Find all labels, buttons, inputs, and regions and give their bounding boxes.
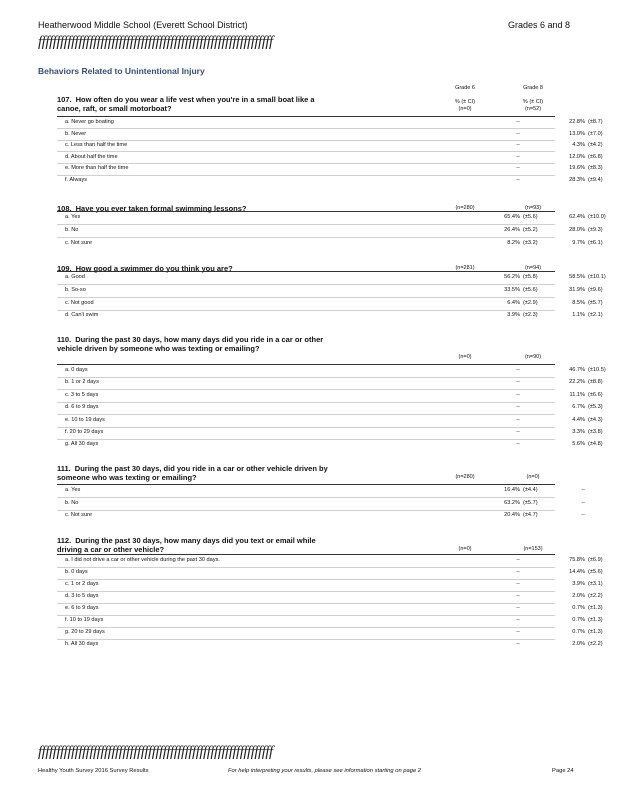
grade6-percent: -- bbox=[516, 367, 520, 373]
grade8-n: (n=153) bbox=[523, 546, 543, 552]
grade6-n: (n=280) bbox=[455, 205, 475, 211]
grade6-percent: -- bbox=[516, 581, 520, 587]
answer-row bbox=[57, 486, 585, 496]
grade6-n: (n=280) bbox=[455, 474, 475, 480]
grade8-ci: (±9.6) bbox=[588, 286, 603, 293]
grade8-ci: (±5.6) bbox=[588, 569, 603, 575]
grade8-n: (n=52) bbox=[524, 106, 542, 112]
answer-row bbox=[57, 403, 603, 413]
grade8-percent: 3.9% bbox=[572, 581, 585, 587]
grade8-percent: 2.0% bbox=[572, 593, 585, 599]
grade6-percent: -- bbox=[516, 629, 520, 635]
answer-row bbox=[57, 153, 603, 163]
question-text bbox=[57, 335, 337, 353]
grade8-percent: -- bbox=[581, 499, 585, 506]
answer-row bbox=[57, 640, 603, 650]
grade8-ci: (±4.2) bbox=[588, 142, 603, 149]
answer-row bbox=[57, 499, 585, 509]
grade8-percent: 4.4% bbox=[572, 416, 585, 423]
grade8-ci: (±3.1) bbox=[588, 581, 603, 587]
question-rule bbox=[57, 364, 555, 365]
question-text bbox=[57, 464, 337, 482]
grade6-percent: 26.4% bbox=[504, 226, 520, 233]
answer-row bbox=[57, 440, 603, 450]
answer-label: f. 10 to 19 days bbox=[65, 617, 104, 623]
grade6-percent: -- bbox=[516, 441, 520, 448]
answer-row bbox=[57, 311, 603, 321]
grade8-ci: (±10.0) bbox=[588, 214, 606, 220]
answer-label: a. Never go boating bbox=[65, 119, 114, 125]
grade6-n: (n=281) bbox=[455, 265, 475, 271]
grade8-ci: (±1.3) bbox=[588, 629, 603, 635]
grade6-n: (n=0) bbox=[458, 354, 472, 360]
question-label: How often do you wear a life vest when you're in a small boat like a canoe, raft, or small motorboat? bbox=[57, 95, 315, 113]
answer-label: e. More than half the time bbox=[65, 165, 129, 172]
footer-help: For help interpreting your results, please see information starting on page 2 bbox=[228, 768, 422, 774]
answer-row bbox=[57, 213, 606, 223]
answer-row bbox=[57, 391, 603, 401]
answer-row bbox=[57, 366, 606, 376]
grade8-percent: 31.9% bbox=[569, 286, 585, 293]
grade6-ci: (±5.7) bbox=[523, 499, 538, 506]
grade8-percent: 58.5% bbox=[569, 274, 585, 280]
grade8-percent: 5.6% bbox=[572, 441, 585, 448]
grade8-ci: (±2.2) bbox=[588, 641, 603, 647]
grade8-ci: (±7.0) bbox=[588, 130, 603, 137]
grade8-ci: (±10.1) bbox=[588, 274, 606, 280]
answer-label: f. Always bbox=[65, 177, 88, 183]
grade6-n: (n=0) bbox=[458, 106, 472, 112]
question-number: 111. bbox=[57, 464, 71, 473]
grade8-ci: (±4.3) bbox=[588, 416, 603, 423]
grade6-ci: (±2.3) bbox=[523, 312, 538, 319]
grade8-n: (n=94) bbox=[524, 265, 542, 271]
answer-row bbox=[57, 604, 603, 614]
grade6-percent: 63.2% bbox=[504, 499, 520, 506]
grade8-ci: (±6.8) bbox=[588, 153, 603, 160]
question-number: 107. bbox=[57, 95, 72, 104]
grade6-percent: -- bbox=[516, 177, 520, 183]
answer-row bbox=[57, 378, 603, 388]
grade6-percent: 33.5% bbox=[504, 286, 520, 293]
question-number: 108. bbox=[57, 204, 72, 213]
answer-label: d. About half the time bbox=[65, 153, 118, 160]
answer-row bbox=[57, 616, 603, 626]
grade8-ci: (±9.4) bbox=[588, 177, 603, 183]
answer-row bbox=[57, 164, 603, 174]
grade8-ci: (±2.1) bbox=[588, 312, 603, 319]
grade8-ci: (±8.8) bbox=[588, 379, 603, 386]
grade6-n: (n=0) bbox=[458, 546, 472, 552]
question-rule bbox=[57, 484, 555, 485]
grade8-percent: 14.4% bbox=[569, 569, 585, 575]
grade6-percent: -- bbox=[516, 130, 520, 137]
grade8-percent: 3.3% bbox=[572, 429, 585, 435]
grade6-ci: (±2.9) bbox=[523, 299, 538, 306]
grade6-percent: -- bbox=[516, 641, 520, 647]
answer-row bbox=[57, 511, 585, 521]
answer-row bbox=[57, 628, 603, 638]
grade8-percent: 62.4% bbox=[569, 214, 585, 220]
page-number: Page 24 bbox=[552, 768, 574, 774]
grade6-ci: (±5.8) bbox=[523, 274, 538, 280]
answer-row bbox=[57, 130, 603, 140]
answer-row bbox=[57, 176, 603, 186]
footer-decoration: ffffffffffffffffffffffffffffffffffffffffffffffffffffffffffffffff bbox=[38, 744, 273, 760]
answer-label: f. 20 to 29 days bbox=[65, 429, 104, 435]
answer-label: b. Never bbox=[65, 130, 87, 137]
answer-label: b. 1 or 2 days bbox=[65, 379, 99, 386]
grade6-percent: -- bbox=[516, 605, 520, 611]
answer-label: c. Not sure bbox=[65, 239, 93, 246]
grade6-percent: -- bbox=[516, 617, 520, 623]
grade6-ci: (±4.7) bbox=[523, 512, 538, 519]
header-decoration: ffffffffffffffffffffffffffffffffffffffffffffffffffffffffffffffff bbox=[38, 34, 273, 50]
answer-label: c. Not good bbox=[65, 299, 94, 306]
school-name: Heatherwood Middle School (Everett School District) bbox=[38, 20, 248, 30]
grade8-ci: (±5.3) bbox=[588, 404, 603, 411]
grade8-ci: (±10.5) bbox=[588, 367, 606, 373]
grade8-ci: (±6.9) bbox=[588, 557, 603, 563]
grade8-n: (n=93) bbox=[524, 205, 542, 211]
answer-label: h. All 30 days bbox=[65, 641, 99, 647]
grade8-percent: 4.3% bbox=[572, 142, 585, 149]
answer-label: c. Not sure bbox=[65, 512, 93, 519]
answer-label: b. No bbox=[65, 499, 79, 506]
grade8-percent: 13.0% bbox=[569, 130, 585, 137]
question-number: 110. bbox=[57, 335, 72, 344]
grade8-percent: 46.7% bbox=[569, 367, 585, 373]
question-number: 112. bbox=[57, 536, 72, 545]
grade8-percent: 22.2% bbox=[569, 379, 585, 386]
answer-label: a. Yes bbox=[65, 487, 81, 493]
grade8-ci: (±3.8) bbox=[588, 429, 603, 435]
answer-label: b. 0 days bbox=[65, 569, 88, 575]
grade8-ci: (±2.2) bbox=[588, 593, 603, 599]
grade8-header: Grade 8 bbox=[523, 85, 543, 91]
grade6-percent: -- bbox=[516, 569, 520, 575]
answer-label: c. Less than half the time bbox=[65, 142, 128, 149]
question-label: Have you ever taken formal swimming lessons? bbox=[75, 204, 247, 213]
answer-label: g. 20 to 29 days bbox=[65, 629, 105, 635]
grade6-stat-label: % (± CI) bbox=[454, 99, 476, 105]
grade6-percent: 6.4% bbox=[507, 299, 520, 306]
grade6-percent: -- bbox=[516, 593, 520, 599]
grade8-percent: -- bbox=[581, 512, 585, 519]
grade8-percent: 75.8% bbox=[569, 557, 585, 563]
question-text bbox=[57, 536, 337, 554]
answer-row bbox=[57, 592, 603, 602]
answer-row bbox=[57, 580, 603, 590]
grade8-n: (n=90) bbox=[524, 354, 542, 360]
grade6-percent: -- bbox=[516, 404, 520, 411]
question-rule bbox=[57, 554, 555, 555]
grade8-ci: (±8.7) bbox=[588, 119, 603, 125]
answer-row bbox=[57, 273, 606, 283]
grade6-ci: (±3.2) bbox=[523, 239, 538, 246]
grade6-percent: -- bbox=[516, 379, 520, 386]
answer-label: a. 0 days bbox=[65, 367, 88, 373]
answer-label: g. All 30 days bbox=[65, 441, 99, 448]
grade6-percent: -- bbox=[516, 391, 520, 398]
question-label: During the past 30 days, did you ride in a car or other vehicle driven by someone who was texting or emailing? bbox=[57, 464, 328, 482]
answer-label: e. 6 to 9 days bbox=[65, 605, 99, 611]
grade6-header: Grade 6 bbox=[455, 85, 475, 91]
grade8-percent: 2.0% bbox=[572, 641, 585, 647]
question-rule bbox=[57, 116, 555, 117]
grade6-percent: 20.4% bbox=[504, 512, 520, 519]
grades-label: Grades 6 and 8 bbox=[508, 20, 571, 30]
grade8-ci: (±4.8) bbox=[588, 441, 603, 448]
grade8-stat-label: % (± CI) bbox=[522, 99, 544, 105]
grade6-percent: -- bbox=[516, 165, 520, 172]
grade8-ci: (±1.3) bbox=[588, 605, 603, 611]
grade6-ci: (±4.4) bbox=[523, 487, 538, 493]
grade6-percent: 16.4% bbox=[504, 487, 520, 493]
grade8-percent: 1.1% bbox=[572, 312, 585, 319]
grade6-percent: -- bbox=[516, 416, 520, 423]
answer-row bbox=[57, 416, 603, 426]
answer-label: b. So-so bbox=[65, 286, 86, 293]
grade6-percent: -- bbox=[516, 429, 520, 435]
section-title: Behaviors Related to Unintentional Injury bbox=[38, 66, 205, 76]
grade8-ci: (±8.3) bbox=[588, 165, 603, 172]
answer-label: d. 6 to 9 days bbox=[65, 404, 99, 411]
grade8-percent: 28.3% bbox=[569, 177, 585, 183]
answer-row bbox=[57, 556, 603, 566]
answer-label: e. 10 to 19 days bbox=[65, 416, 105, 423]
grade8-percent: 9.7% bbox=[572, 239, 585, 246]
answer-label: a. Yes bbox=[65, 214, 81, 220]
grade8-percent: 8.5% bbox=[572, 299, 585, 306]
footer-title: Healthy Youth Survey 2016 Survey Results bbox=[38, 768, 149, 774]
grade8-percent: 0.7% bbox=[572, 605, 585, 611]
grade8-percent: 22.8% bbox=[569, 119, 585, 125]
answer-row bbox=[57, 226, 603, 236]
answer-row bbox=[57, 568, 603, 578]
question-rule bbox=[57, 271, 555, 272]
grade8-percent: 11.1% bbox=[569, 391, 585, 398]
answer-label: c. 1 or 2 days bbox=[65, 581, 99, 587]
question-label: How good a swimmer do you think you are? bbox=[75, 264, 233, 273]
grade8-percent: 6.7% bbox=[572, 404, 585, 411]
answer-label: c. 3 to 5 days bbox=[65, 391, 99, 398]
grade8-ci: (±9.3) bbox=[588, 226, 603, 233]
question-label: During the past 30 days, how many days did you text or email while driving a car or other vehicle? bbox=[57, 536, 316, 554]
grade6-percent: 8.2% bbox=[507, 239, 520, 246]
answer-row bbox=[57, 428, 603, 438]
grade6-ci: (±5.6) bbox=[523, 286, 538, 293]
answer-row bbox=[57, 239, 603, 249]
grade8-percent: -- bbox=[581, 487, 585, 493]
answer-label: a. Good bbox=[65, 274, 85, 280]
grade8-ci: (±6.1) bbox=[588, 239, 603, 246]
grade6-percent: 65.4% bbox=[504, 214, 520, 220]
grade8-percent: 0.7% bbox=[572, 629, 585, 635]
answer-row bbox=[57, 141, 603, 151]
grade8-percent: 28.0% bbox=[569, 226, 585, 233]
grade6-ci: (±5.2) bbox=[523, 226, 538, 233]
grade6-percent: 3.9% bbox=[507, 312, 520, 319]
answer-label: d. 3 to 5 days bbox=[65, 593, 99, 599]
answer-label: d. Can't swim bbox=[65, 312, 99, 319]
grade8-percent: 0.7% bbox=[572, 617, 585, 623]
answer-label: b. No bbox=[65, 226, 79, 233]
question-number: 109. bbox=[57, 264, 72, 273]
answer-label: a. I did not drive a car or other vehicle during the past 30 days. bbox=[65, 557, 220, 563]
answer-row bbox=[57, 118, 603, 128]
grade6-percent: 56.2% bbox=[504, 274, 520, 280]
grade8-ci: (±5.7) bbox=[588, 299, 603, 306]
grade8-ci: (±1.3) bbox=[588, 617, 603, 623]
question-label: During the past 30 days, how many days did you ride in a car or other vehicle driven by someone who was texting or emailing? bbox=[57, 335, 324, 353]
grade8-n: (n=0) bbox=[526, 474, 540, 480]
grade6-percent: -- bbox=[516, 153, 520, 160]
grade6-ci: (±5.6) bbox=[523, 214, 538, 220]
question-text bbox=[57, 95, 337, 113]
grade6-percent: -- bbox=[516, 119, 520, 125]
answer-row bbox=[57, 286, 603, 296]
grade8-percent: 19.6% bbox=[569, 165, 585, 172]
grade8-percent: 12.0% bbox=[569, 153, 585, 160]
grade6-percent: -- bbox=[516, 557, 520, 563]
grade8-ci: (±6.6) bbox=[588, 391, 603, 398]
grade6-percent: -- bbox=[516, 142, 520, 149]
answer-row bbox=[57, 299, 603, 309]
question-rule bbox=[57, 211, 555, 212]
